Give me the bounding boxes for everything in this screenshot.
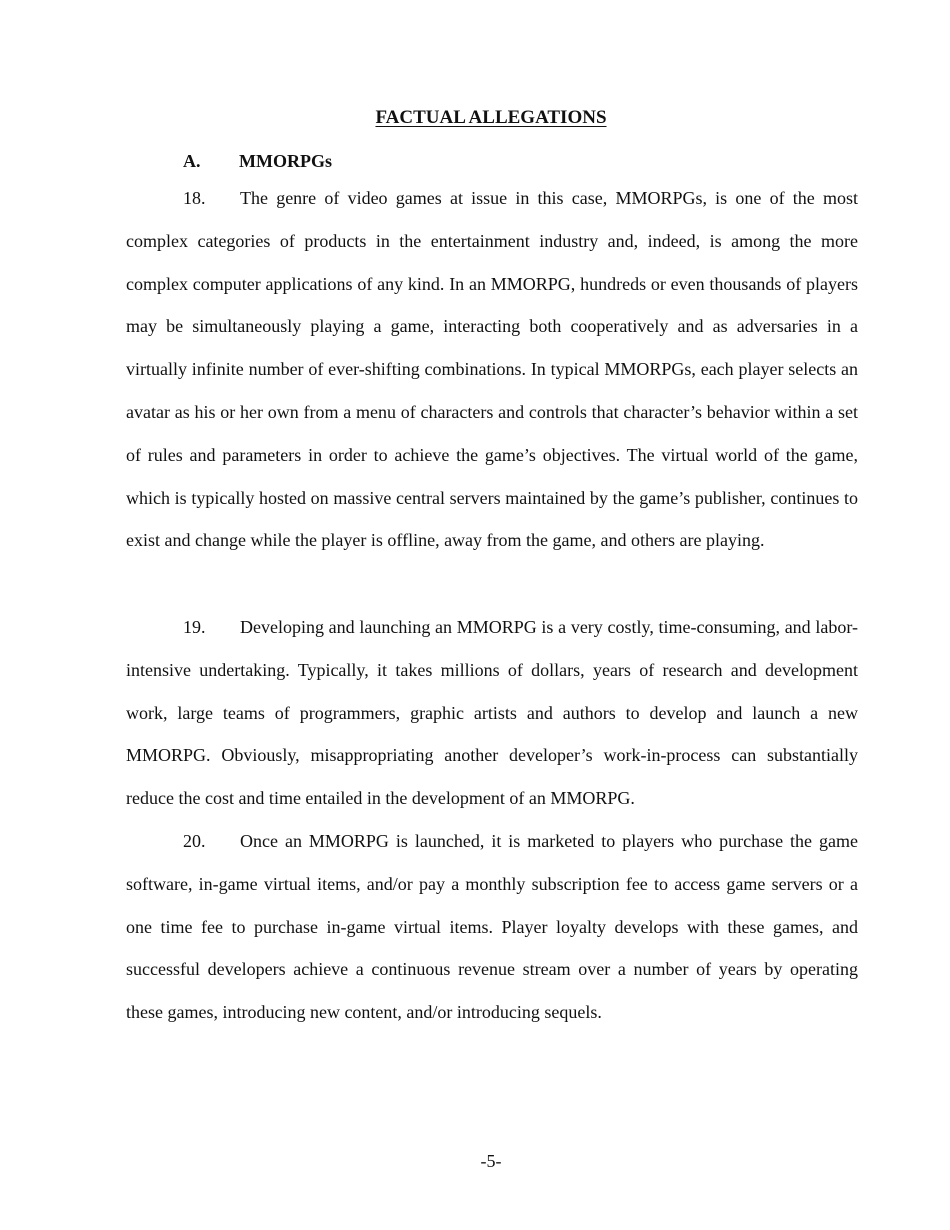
paragraph-number: 20.: [183, 831, 206, 851]
paragraph-19: [126, 606, 858, 820]
section-letter: A.: [183, 151, 201, 171]
paragraph-number: 18.: [183, 188, 206, 208]
paragraph-20: [126, 820, 858, 1034]
paragraph-text: The genre of video games at issue in this case, MMORPGs, is one of the most complex categories of products in the entertainment industry and, indeed, is among the more complex computer applications of any kind. In an MMORPG, hundreds or even thousands of players may be simultaneously playing a game, interacting both cooperatively and as adversaries in a virtually infinite number of ever-shifting combinations. In typical MMORPGs, each player selects an avatar as his or her own from a menu of characters and controls that character’s behavior within a set of rules and parameters in order to achieve the game’s objectives. The virtual world of the game, which is typically hosted on massive central servers maintained by the game’s publisher, continues to exist and change while the player is offline, away from the game, and others are playing.: [126, 188, 858, 551]
section-title: MMORPGs: [239, 151, 332, 171]
page-heading: FACTUAL ALLEGATIONS: [375, 107, 607, 128]
paragraph-number: 19.: [183, 617, 206, 637]
paragraph-text: Developing and launching an MMORPG is a very costly, time-consuming, and labor-intensive undertaking. Typically, it takes millions of dollars, years of research and development work, large teams of programmers, graphic artists and authors to develop and launch a new MMORPG. Obviously, misappropriating another developer’s work-in-process can substantially reduce the cost and time entailed in the development of an MMORPG.: [126, 617, 858, 809]
page-number: -5-: [480, 1151, 502, 1171]
paragraph-18: [126, 177, 858, 562]
paragraph-text: Once an MMORPG is launched, it is marketed to players who purchase the game software, in-game virtual items, and/or pay a monthly subscription fee to access game servers or a one time fee to purchase in-game virtual items. Player loyalty develops with these games, and successful developers achieve a continuous revenue stream over a number of years by operating these games, introducing new content, and/or introducing sequels.: [126, 831, 858, 1023]
